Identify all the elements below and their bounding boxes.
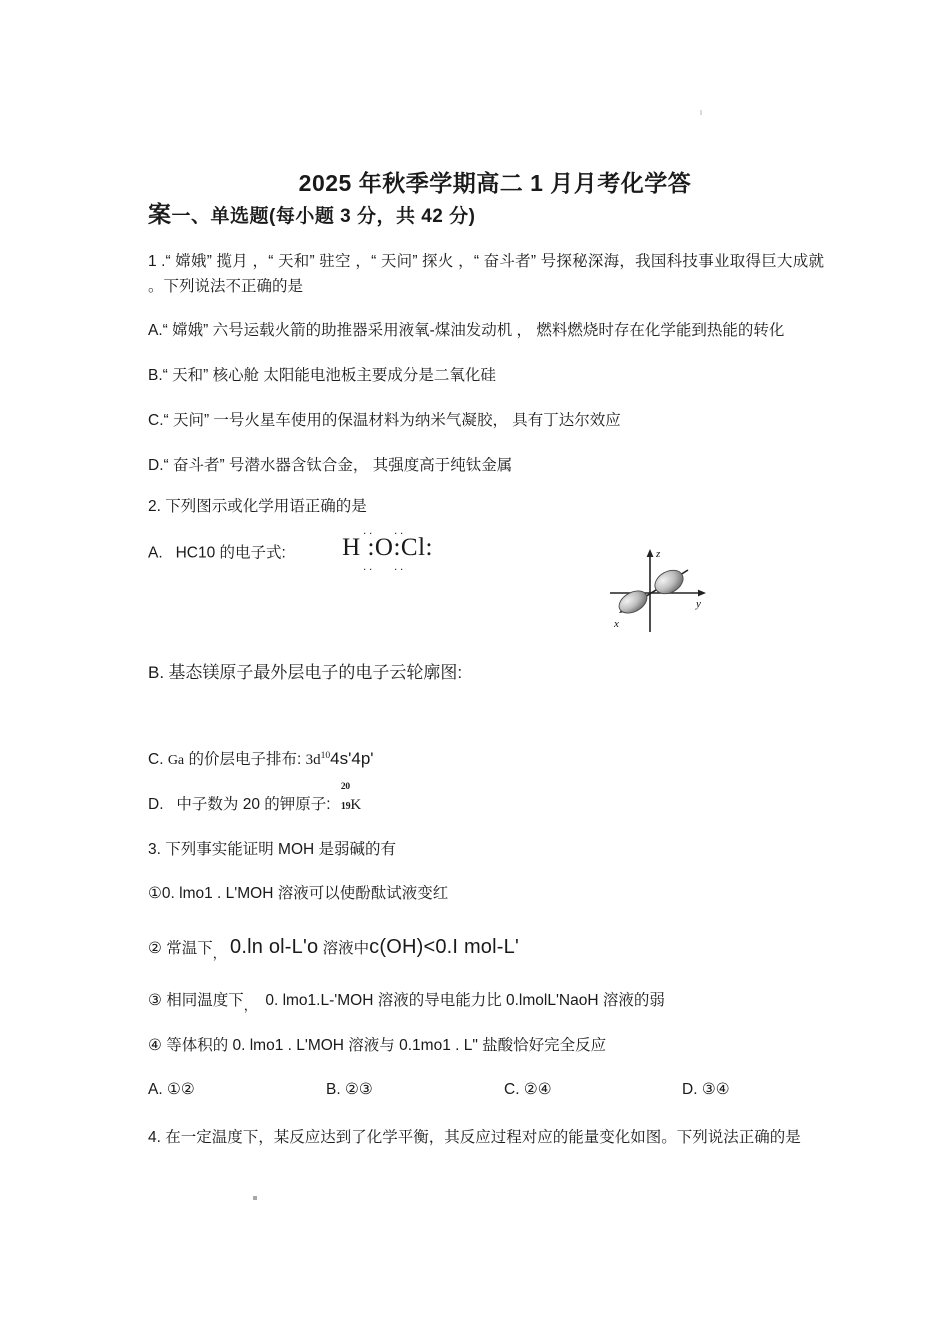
item-2-inequality: c(OH)<0.I mol-L' (369, 936, 519, 959)
option-c-element: Ga (167, 753, 185, 769)
document-title (148, 168, 824, 230)
choice-d[interactable] (682, 1080, 730, 1099)
question-3-item-2 (148, 931, 824, 963)
question-3-item-3 (148, 988, 824, 1013)
orbital-axis-label-y: y (696, 598, 701, 610)
item-2-concentration: 0.ln ol-L'o (230, 936, 319, 959)
title-wrapped-char: 案 (148, 201, 172, 228)
title-line-1: 2025 年秋季学期高二 1 月月考化学答 (298, 170, 692, 196)
lewis-dot-pair-oxygen-top: .. (363, 522, 376, 537)
lewis-dot-pair-chlorine-top: .. (394, 522, 407, 537)
orbital-axis-label-z: z (656, 548, 661, 560)
item-3-prefix: ③ 相同温度下 (148, 992, 244, 1010)
lewis-dot-pair-oxygen-bottom: .. (363, 558, 376, 573)
question-3-item-1: ①0. lmo1 . L'MOH 溶液可以使酚酞试液变红 (148, 884, 449, 902)
question-3-stem (148, 837, 824, 862)
choice-a-value: ①② (166, 1080, 195, 1098)
question-2-option-d (148, 782, 824, 818)
choice-a-label: A. (148, 1080, 163, 1098)
choice-b-value: ②③ (344, 1080, 373, 1098)
choice-b-label: B. (326, 1080, 341, 1098)
option-d-text: 中子数为 20 的钾原子: (176, 796, 331, 813)
option-c-label: C. (148, 751, 164, 769)
choice-c-value: ②④ (523, 1080, 552, 1098)
section-heading: 一、单选题(每小题 3 分，共 42 分) (171, 206, 476, 228)
item-3-body: 0. lmo1.L-'MOH 溶液的导电能力比 0.lmolL'NaoH 溶液的弱 (265, 992, 665, 1010)
option-c-text: 的价层电子排布: (184, 751, 302, 769)
option-c-formula-3d: 3d (305, 752, 321, 769)
choice-a[interactable] (148, 1080, 326, 1099)
choice-d-label: D. (682, 1080, 698, 1098)
item-2-prefix: ② 常温下 (148, 940, 213, 958)
title-line-2 (148, 199, 824, 230)
question-3-choices (148, 1080, 824, 1099)
lewis-dot-pair-chlorine-bottom: .. (394, 558, 407, 573)
document-content (148, 168, 824, 1150)
item-2-mid: 溶液中 (322, 940, 370, 958)
isotope-symbol: K (350, 797, 362, 813)
lewis-atoms: H :O:Cl: (342, 533, 433, 561)
option-c-formula-4s4p: 4s'4p' (330, 749, 374, 769)
choice-c-label: C. (504, 1080, 520, 1098)
option-c-formula-superscript-zero: 0 (325, 750, 331, 762)
isotope-notation-potassium (340, 782, 362, 817)
question-1-option-b: B.“ 天和” 核心舱 太阳能电池板主要成分是二氧化硅 (148, 367, 496, 385)
question-3-item-4: ④ 等体积的 0. lmo1 . L'MOH 溶液与 0.1mo1 . L" 盐酸恰好完全反应 (148, 1036, 607, 1054)
option-d-label: D. (148, 796, 164, 813)
choice-c[interactable] (504, 1080, 682, 1099)
isotope-atomic-number: 19 (340, 801, 351, 812)
option-c-formula-superscript: 1 (320, 750, 326, 762)
question-2-stem: 2. 下列图示或化学用语正确的是 (148, 497, 367, 515)
question-2-option-b (148, 659, 824, 687)
question-2-option-c (148, 745, 824, 773)
orbital-axis-label-x: x (614, 618, 619, 630)
question-4-stem: 4. 在一定温度下，某反应达到了化学平衡，其反应过程对应的能量变化如图。下列说法正确的是 (148, 1128, 801, 1146)
lewis-structure-hclo (342, 522, 433, 573)
question-2-option-a (148, 522, 824, 573)
orbital-cloud-diagram (604, 544, 714, 636)
option-b-label: B. (148, 663, 165, 683)
option-a-text: HC10 的电子式: (175, 544, 286, 562)
item-3-comma: ， (243, 998, 257, 1014)
question-1-option-c: C.“ 天问” 一号火星车使用的保温材料为纳米气凝胶， 具有丁达尔效应 (148, 411, 621, 429)
choice-b[interactable] (326, 1080, 504, 1099)
choice-d-value: ③④ (701, 1080, 730, 1098)
scan-artifact-bottom (253, 1196, 257, 1200)
question-1-stem: 1 .“ 嫦娥” 揽月 ，“ 天和” 驻空 ，“ 天问” 探火 ，“ 奋斗者” 号探秘深海，我国科技事业取得巨大成就 。下列说法不正确的是 (148, 253, 824, 296)
option-a-label: A. (148, 544, 163, 562)
isotope-mass-number: 20 (340, 782, 350, 792)
option-b-text: 基态镁原子最外层电子的电子云轮廓图: (168, 663, 463, 683)
question-3-stem-text: 3. 下列事实能证明 MOH 是弱碱的有 (148, 840, 397, 858)
question-1-option-a: A.“ 嫦娥” 六号运载火箭的助推器采用液氧-煤油发动机 ， 燃料燃烧时存在化学能到热能的转化 (148, 322, 785, 340)
scan-artifact-top (700, 110, 702, 115)
item-2-comma: ， (212, 946, 226, 962)
orbital-svg (604, 544, 714, 636)
question-1-option-d: D.“ 奋斗者” 号潜水器含钛合金， 其强度高于纯钛金属 (148, 456, 513, 474)
